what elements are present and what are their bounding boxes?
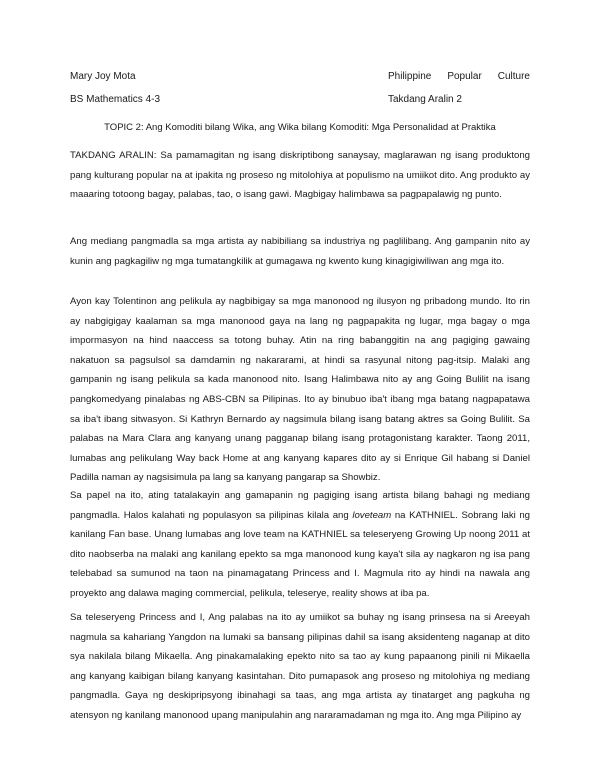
text-run: na KATHNIEL. Sobrang laki ng kanilang Fan base. Unang lumabas ang love team na KATHNIEL sa teleseryeng Growing Up noong 2011 at dito naobserba na malaki ang kanilang epekto sa mga manonood kung kaya't sila ay nagkaron ng isa pang telebabad sa sumunod na taon na pinamagatang Princess and I. Magmula rito ay hindi na nawala ang proyekto ang dalawa maging commercial, pelikula, teleserye, reality shows at iba pa. xyxy=(70,509,530,599)
author-name: Mary Joy Mota xyxy=(70,71,136,82)
course-word: Culture xyxy=(497,71,530,82)
paragraph-tolentino: Ayon kay Tolentinon ang pelikula ay nagbibigay sa mga manonood ng ilusyon ng pribadong mundo. Ito rin ay nabgigigay kaalaman sa mga manonood gaya na lang ng pagpapakita ng lugar, mga bagay o mga impormasyon na hind naaccess sa totong buhay. Atin na ring babanggitin na ang pagiging gawaing nakatuon sa pagsulsol sa damdamin ng nakararami, at hindi sa rasyunal nitong pag-itsip. Malaki ang gampanin ng isang pelikula sa kada manonood nito. Isang Halimbawa nito ay ang Going Bulilit na isang pangkomedyang pinalabas ng ABS-CBN sa Pilipinas. Ito ay binubuo iba't ibang mga batang nagpapatawa sa iba't ibang sitwasyon. Si Kathryn Bernardo ay nagsimula bilang isang batang aktres sa Going Bulilit. Sa palabas na Mara Clara ang kanyang unang pagganap bilang isang protagonistang karakter. Taong 2011, lumabas ang pelikulang Way back Home at ang kanyang kapares dito ay si Enrique Gil habang si Daniel Padilla naman ay nagsisimula pa lang sa kanyang pangarap sa Showbiz. xyxy=(70,296,530,484)
paragraph-princess-and-i: Sa teleseryeng Princess and I, Ang palabas na ito ay umiikot sa buhay ng isang prinsesa na si Areeyah nagmula sa kahariang Yangdon na lumaki sa bansang pilipinas dahil sa isang aksidenteng naganap at dito sya nakilala bilang Mikaella. Ang pinakamalaking epekto nito sa tao ay kung papaanong pinili ni Mikaella ang kanyang kaibigan bilang kanyang kasintahan. Dito pumapasok ang proseso ng mitolohiya ng mediang pangmadla. Gaya ng deskipripsyong ibinahagi sa taas, ang mga artista ay tinatarget ang pagkuha ng atensyon ng kanilang manonood upang manipulahin ang nararamadaman ng mga ito. Ang mga Pilipino ay xyxy=(70,612,530,721)
text-run: Sa papel na ito, ating tatalakayin ang gamapanin ng pagiging isang artista bilang bahagi ng mediang pangmadla. Halos kalahati ng populasyon sa pilipinas kilala ang xyxy=(70,490,530,521)
italic-term: loveteam xyxy=(352,509,392,521)
paragraph-media: Ang mediang pangmadla sa mga artista ay nabibiliang sa industriya ng paglilibang. Ang gampanin nito ay kunin ang pagkagiliw ng mga tumatangkilik at gumagawa ng kwento kung kinagigiwiliwan ang mga ito. xyxy=(70,236,530,267)
topic-title: TOPIC 2: Ang Komoditi bilang Wika, ang Wika bilang Komoditi: Mga Personalidad at Praktika xyxy=(104,122,496,133)
paragraph-instructions: TAKDANG ARALIN: Sa pamamagitan ng isang diskriptibong sanaysay, maglarawan ng isang produktong pang kulturang popular na at ipakita ng proseso ng mitolohiya at populismo na umiikot dito. Ang produkto ay maaaring totoong bagay, palabas, tao, o isang gawi. Magbigay halimbawa sa pagpapalawig ng punto. xyxy=(70,150,530,201)
course-word: Popular xyxy=(447,71,482,82)
program-label: BS Mathematics 4-3 xyxy=(70,94,161,105)
assignment-label: Takdang Aralin 2 xyxy=(388,94,462,105)
course-word: Philippine xyxy=(388,71,432,82)
